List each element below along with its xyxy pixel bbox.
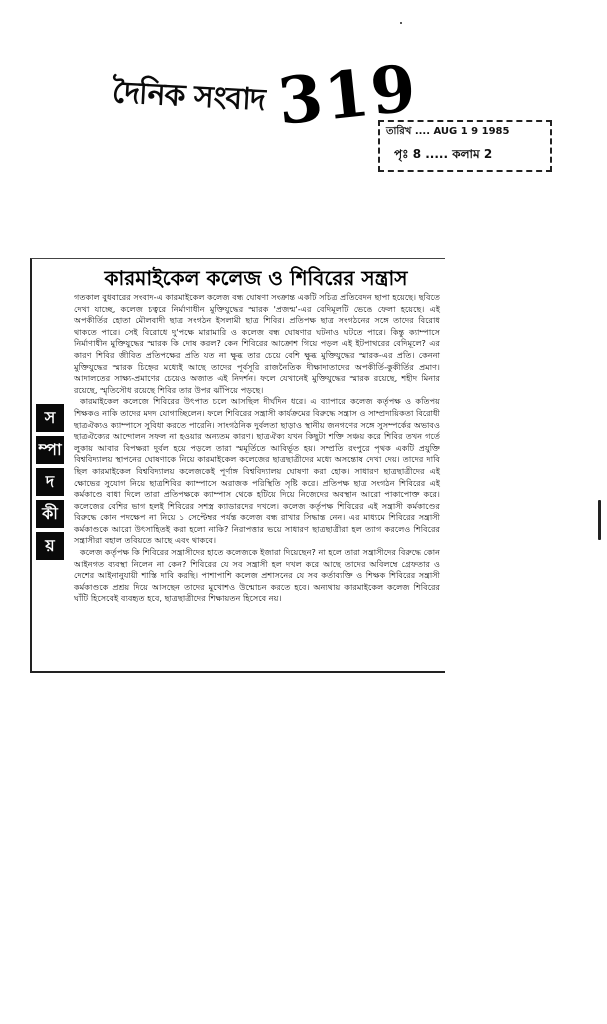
section-letter: ম্পা — [36, 436, 64, 464]
article-headline: কারমাইকেল কলেজ ও শিবিরের সন্ত্রাস — [104, 266, 408, 290]
section-letter: য় — [36, 532, 64, 560]
section-letter: স — [36, 404, 64, 432]
scan-mark — [598, 500, 601, 540]
date-stamp — [378, 120, 552, 172]
section-letter: কী — [36, 500, 64, 528]
stamp-page: পৃঃ 8 ..... কলাম 2 — [394, 147, 493, 161]
scan-speck — [400, 22, 402, 24]
article-paragraph: কলেজ কর্তৃপক্ষ কি শিবিরের সন্ত্রাসীদের হাতে কলেজকে ইজারা দিয়েছেন? না হলে তারা সন্ত্রাসীদের বিরুদ্ধে কোন আইনগত ব্যবস্থা নিলেন না কেন? শিবিরের যে সব সন্ত্রাসী হল দখল করে আছে তাদের অবিলম্বে গ্রেফতার ও দেশের আইনানুযায়ী শাস্তি দাবি করছি। পাশাপাশি কলেজ প্রশাসনের যে সব কর্তাব্যক্তি ও শিক্ষক শিবিরের সন্ত্রাসী কর্মকাণ্ডকে প্রশ্রয় দিয়ে আসছেন তাদের মুখোশও উন্মোচন করতে হবে। অন্যথায় কারমাইকেল কলেজ শিবিরের ঘাঁটি হিসেবেই ব্যবহৃত হবে, ছাত্রছাত্রীদের শিক্ষায়তন হিসেবে নয়। — [74, 547, 440, 604]
handwritten-number: 319 — [274, 50, 422, 141]
newspaper-masthead: দৈনিক সংবাদ — [111, 75, 266, 118]
section-letter: দ — [36, 468, 64, 496]
article-paragraph: কারমাইকেল কলেজে শিবিরের উৎপাত চলে আসছিল দীর্ঘদিন ধরে। এ ব্যাপারে কলেজ কর্তৃপক্ষ ও কতিপয় শিক্ষকও নাকি তাদের মদদ যোগাচ্ছিলেন। ফলে শিবিরের সন্ত্রাসী কার্যক্রমের বিরুদ্ধে সন্ত্রাস ও সাম্প্রদায়িকতা বিরোধী ছাত্রঐক্যও ক্যাম্পাসে সুবিধা করতে পারেনি। সাংগঠনিক দুর্বলতা ছাড়াও স্থানীয় জনগণের সঙ্গে সুসম্পর্কের অভাবও ছাত্রঐক্যের আন্দোলন সফল না হওয়ার অন্যতম কারণ। ছাত্রঐক্য যখন কিছুটা শক্তি সঞ্চয় করে শিবির তখন গর্তে লুকায় আবার বিপক্ষরা দুর্বল হয়ে পড়লে তারা স্মমূর্তিতে আবির্ভূত হয়। সম্প্রতি রংপুরে পৃথক একটি প্রযুক্তি বিশ্ববিদ্যালয় স্থাপনের ঘোষণাকে নিয়ে কারমাইকেল কলেজের ছাত্রছাত্রীদের মধ্যে অসন্তোষ দেখা দেয়। তাদের দাবি ছিল কারমাইকেল বিশ্ববিদ্যালয় কলেজকেই পূর্ণাঙ্গ বিশ্ববিদ্যালয় ঘোষণা করা হোক। সাধারণ ছাত্রছাত্রীদের এই ক্ষোভের সুযোগ নিয়ে ছাত্রশিবির ক্যাম্পাসে অরাজক পরিস্থিতি সৃষ্টি করে। প্রতিপক্ষ ছাত্র সংগঠন শিবিরের এই কর্মকাণ্ডে বাধা দিলে তারা প্রতিপক্ষকে ক্যাম্পাস থেকে হটিয়ে দিয়ে নিজেদের অবস্থান আরো পাকাপোক্ত করে। কলেজের বেশির ভাগ হলই শিবিরের সশস্ত্র ক্যাডারদের দখলে। কলেজ কর্তৃপক্ষ শিবিরের এই সন্ত্রাসী কর্মকাণ্ডের বিরুদ্ধে কোন পদক্ষেপ না নিয়ে ১ সেপ্টেম্বর পর্যন্ত কলেজ বন্ধ রাখার সিদ্ধান্ত নেন। এর মাধ্যমে শিবিরের সন্ত্রাসী কর্মকাণ্ডকে আরো উৎসাহিতই করা হলো নাকি? নিরাপত্তার ভয়ে সাধারণ ছাত্রছাত্রীরা হল ত্যাগ করলেও শিবিরের সন্ত্রাসীরা বহাল তবিয়তে আছে এবং থাকবে। — [74, 396, 440, 546]
stamp-date: তারিখ .... AUG 1 9 1985 — [386, 126, 510, 137]
article-body — [74, 292, 440, 605]
article-paragraph: গতকাল বুধবারের সংবাদ-এ কারমাইকেল কলেজ বন্ধ ঘোষণা সংক্রান্ত একটি সচিত্র প্রতিবেদন ছাপা হয়েছে। ছবিতে দেখা যাচ্ছে, কলেজ চত্বরে নির্মাণাধীন মুক্তিযুদ্ধের স্মারক 'প্রজন্ম'-এর বেদিমূলটি ভেঙে ফেলা হয়েছে। এই অপকীর্তির হোতা মৌলবাদী ছাত্র সংগঠন ইসলামী ছাত্র শিবির। প্রতিপক্ষ ছাত্র সংগঠনের সঙ্গে তাদের বিরোধ থাকতে পারে। সেই বিরোধে দু'পক্ষে মারামারি ও কলেজ বন্ধ ঘোষণার ঘটনাও ঘটতে পারে। কিন্তু ক্যাম্পাসে নির্মাণাধীন মুক্তিযুদ্ধের স্মারক কি দোষ করল? কেন শিবিরের আক্রোশ গিয়ে পড়ল এই ইটপাথরের বেদিমূলে? এর কারণ শিবির জীবিত প্রতিপক্ষের প্রতি যত না ক্ষুব্ধ তার চেয়ে বেশি ক্ষুব্ধ মুক্তিযুদ্ধের স্মারক-এর প্রতি। কেননা মুক্তিযুদ্ধের স্মারক চিহ্নের মধ্যেই আছে তাদের পূর্বসূরি রাজনৈতিক দীক্ষাদাতাদের অপকীর্তি-কুকীর্তির প্রমাণ। আদালতের সাক্ষ্য-প্রমাণের চেয়েও অজাত এই নিদর্শন। ফলে যেখানেই মুক্তিযুদ্ধের স্মারক রয়েছে, শহীদ মিনার রয়েছে, স্মৃতিসৌধ রয়েছে শিবির তার উপর ঝাঁপিয়ে পড়ছে। — [74, 292, 440, 395]
